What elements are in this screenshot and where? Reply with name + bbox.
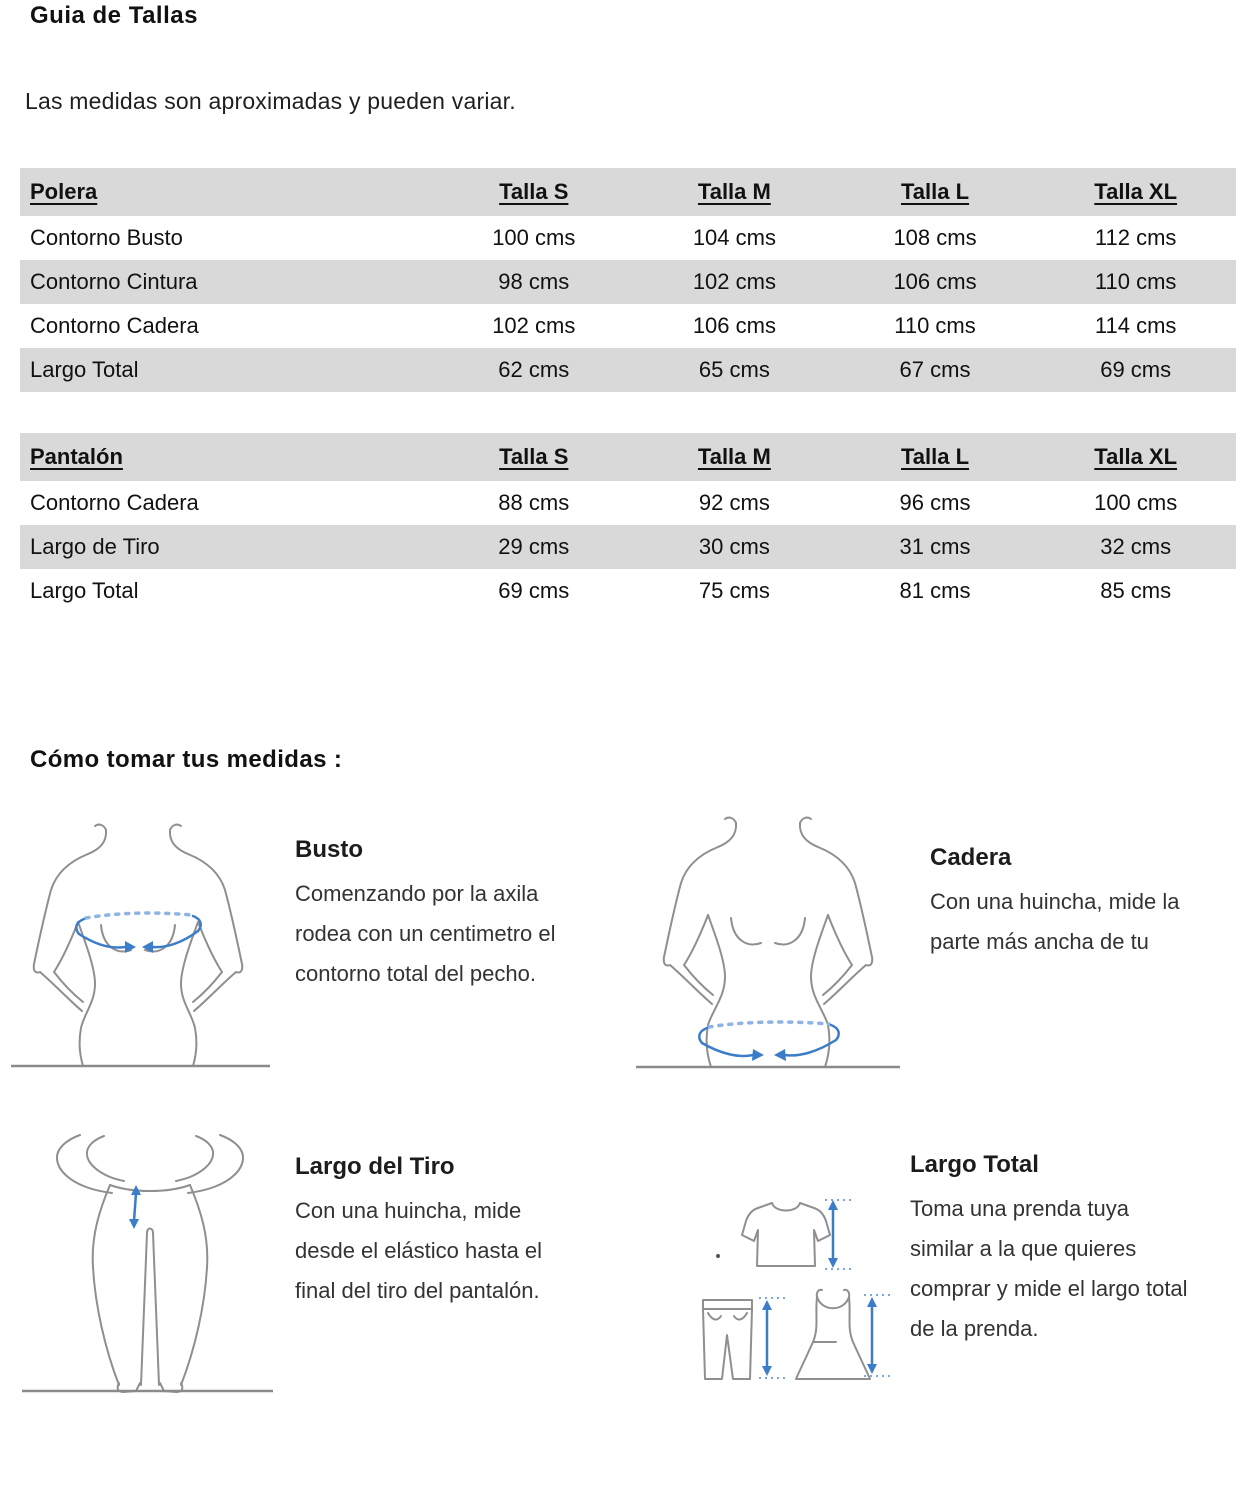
cadera-line: Con una huincha, mide la: [930, 889, 1180, 914]
pants-icon: [703, 1300, 752, 1379]
column-header-talla-xl: Talla XL: [1094, 179, 1178, 204]
size-value: 110 cms: [1094, 269, 1177, 294]
dress-length-arrow-icon: [864, 1295, 891, 1376]
pants-inseam-measure-figure: [20, 1133, 275, 1395]
busto-line: rodea con un centimetro el: [295, 921, 556, 946]
pantalon-size-table: [20, 433, 1236, 613]
size-value: 30 cms: [698, 534, 770, 559]
garment-length-figure: [686, 1172, 896, 1387]
dress-icon: [796, 1290, 870, 1379]
size-value: 100 cms: [492, 225, 576, 250]
table-row: [20, 260, 1236, 304]
female-torso-hip-measure-figure: [633, 815, 903, 1075]
size-value: 92 cms: [698, 490, 770, 515]
size-value: 96 cms: [899, 490, 971, 515]
table-title-pantalon: Pantalón: [30, 444, 123, 469]
table-header-row: [20, 433, 1236, 481]
largo-total-line: similar a la que quieres: [910, 1236, 1137, 1261]
busto-line: contorno total del pecho.: [295, 961, 536, 986]
column-header-talla-s: Talla S: [499, 179, 569, 204]
pants-length-arrow-icon: [759, 1298, 787, 1378]
size-value: 98 cms: [498, 269, 570, 294]
page-title: Guia de Tallas: [30, 2, 198, 29]
largo-tiro-line: Con una huincha, mide: [295, 1198, 522, 1223]
tshirt-icon: [742, 1203, 830, 1266]
column-header-talla-l: Talla L: [900, 444, 970, 469]
largo-total-line: comprar y mide el largo total: [910, 1276, 1188, 1301]
size-value: 62 cms: [498, 357, 570, 382]
size-value: 31 cms: [899, 534, 971, 559]
size-value: 69 cms: [1100, 357, 1172, 382]
table-row: [20, 569, 1236, 613]
hip-measure-tape-icon: [699, 1022, 838, 1061]
row-label: Largo Total: [30, 578, 139, 603]
row-label: Contorno Cadera: [30, 313, 199, 338]
largo-total-section: [910, 1150, 1188, 1349]
torso-outline-icon: [34, 825, 243, 1066]
busto-title: Busto: [295, 836, 363, 863]
table-row: [20, 348, 1236, 392]
measuring-guide-heading: Cómo tomar tus medidas :: [30, 746, 343, 773]
size-value: 110 cms: [894, 313, 976, 338]
largo-total-line: de la prenda.: [910, 1316, 1039, 1341]
largo-total-line: Toma una prenda tuya: [910, 1196, 1129, 1221]
size-value: 81 cms: [899, 578, 971, 603]
size-value: 67 cms: [899, 357, 971, 382]
cadera-section: [930, 843, 1180, 962]
largo-tiro-section: [295, 1152, 542, 1311]
largo-tiro-title: Largo del Tiro: [295, 1153, 455, 1180]
table-row: [20, 525, 1236, 569]
dot: [716, 1254, 720, 1258]
size-value: 106 cms: [692, 313, 776, 338]
busto-line: Comenzando por la axila: [295, 881, 539, 906]
row-label: Largo de Tiro: [30, 534, 160, 559]
size-value: 106 cms: [893, 269, 977, 294]
largo-tiro-line: final del tiro del pantalón.: [295, 1278, 540, 1303]
torso-outline-icon: [664, 818, 873, 1067]
column-header-talla-m: Talla M: [697, 444, 771, 469]
size-value: 69 cms: [498, 578, 570, 603]
size-value: 114 cms: [1094, 313, 1177, 338]
row-label: Largo Total: [30, 357, 139, 382]
legs-outline-icon: [57, 1135, 243, 1392]
row-label: Contorno Busto: [30, 225, 183, 250]
size-value: 102 cms: [692, 269, 776, 294]
size-value: 85 cms: [1100, 578, 1172, 603]
size-value: 32 cms: [1100, 534, 1172, 559]
table-title-polera: Polera: [30, 179, 98, 204]
polera-size-table: [20, 168, 1236, 392]
largo-tiro-line: desde el elástico hasta el: [295, 1238, 543, 1263]
busto-section: [295, 835, 556, 994]
size-value: 29 cms: [498, 534, 570, 559]
bust-measure-tape-icon: [76, 913, 200, 953]
female-torso-bust-measure-figure: [8, 822, 273, 1072]
size-value: 100 cms: [1094, 490, 1178, 515]
size-value: 108 cms: [893, 225, 977, 250]
size-value: 65 cms: [698, 357, 770, 382]
size-value: 75 cms: [698, 578, 770, 603]
table-header-row: [20, 168, 1236, 216]
cadera-line: parte más ancha de tu: [930, 929, 1149, 954]
row-label: Contorno Cadera: [30, 490, 199, 515]
cadera-title: Cadera: [930, 844, 1012, 871]
column-header-talla-l: Talla L: [900, 179, 970, 204]
rise-measure-arrow-icon: [129, 1185, 141, 1229]
size-value: 102 cms: [492, 313, 576, 338]
size-value: 88 cms: [498, 490, 570, 515]
size-value: 112 cms: [1094, 225, 1177, 250]
table-row: [20, 481, 1236, 525]
largo-total-title: Largo Total: [910, 1151, 1039, 1178]
column-header-talla-m: Talla M: [697, 179, 771, 204]
column-header-talla-s: Talla S: [499, 444, 569, 469]
column-header-talla-xl: Talla XL: [1094, 444, 1178, 469]
size-value: 104 cms: [692, 225, 776, 250]
table-row: [20, 304, 1236, 348]
row-label: Contorno Cintura: [30, 269, 198, 294]
table-row: [20, 216, 1236, 260]
page-subtitle: Las medidas son aproximadas y pueden variar.: [25, 88, 516, 114]
